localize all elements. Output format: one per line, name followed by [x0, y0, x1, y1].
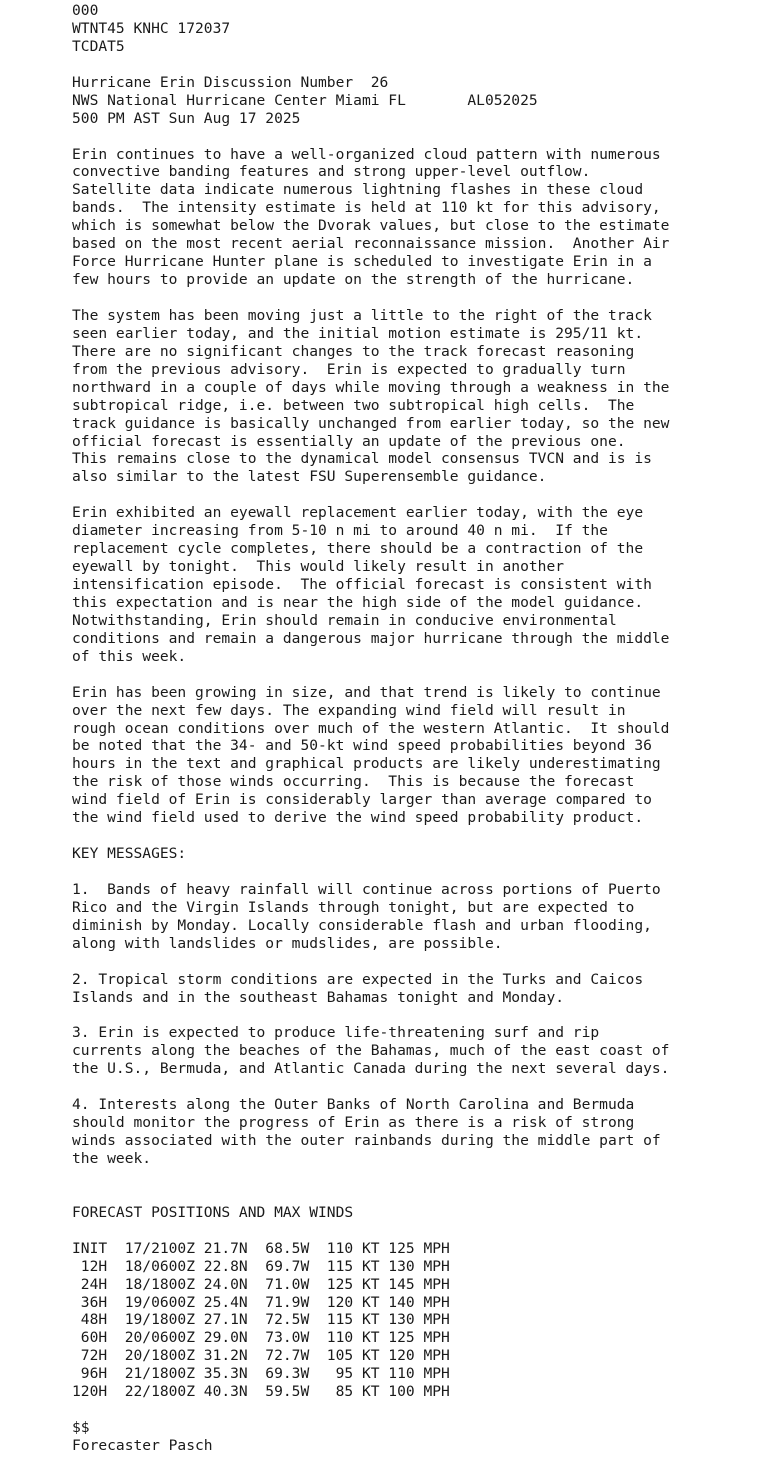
forecast-row: 48H 19/1800Z 27.1N 72.5W 115 KT 130 MPH [72, 1311, 450, 1329]
text-line: replacement cycle completes, there should be a contraction of the [72, 540, 644, 558]
text-line: track guidance is basically unchanged from earlier today, so the new [72, 414, 670, 432]
spacer [72, 1401, 752, 1419]
text-line: wind field of Erin is considerably larger than average compared to [72, 791, 652, 809]
text-line: Satellite data indicate numerous lightning flashes in these cloud [72, 181, 644, 199]
text-line: official forecast is essentially an update of the previous one. [72, 432, 626, 450]
awips-sequence: 000 [72, 2, 99, 19]
text-line: rough ocean conditions over much of the western Atlantic. It should [72, 719, 670, 737]
text-line: bands. The intensity estimate is held at 110 kt for this advisory, [72, 199, 661, 217]
text-line: The system has been moving just a little to the right of the track [72, 306, 652, 324]
text-line: along with landslides or mudslides, are possible. [72, 934, 503, 952]
text-line: Force Hurricane Hunter plane is scheduled to investigate Erin in a [72, 253, 652, 271]
text-line: seen earlier today, and the initial motion estimate is 295/11 kt. [72, 324, 644, 342]
text-line: Erin has been growing in size, and that trend is likely to continue [72, 683, 661, 701]
forecast-row: 96H 21/1800Z 35.3N 69.3W 95 KT 110 MPH [72, 1365, 450, 1383]
spacer [72, 486, 752, 504]
text-line: Erin continues to have a well-organized cloud pattern with numerous [72, 145, 661, 163]
forecast-row: 72H 20/1800Z 31.2N 72.7W 105 KT 120 MPH [72, 1347, 450, 1365]
text-line: also similar to the latest FSU Superensemble guidance. [72, 468, 547, 486]
text-line: be noted that the 34- and 50-kt wind speed probabilities beyond 36 [72, 737, 652, 755]
forecast-row: 60H 20/0600Z 29.0N 73.0W 110 KT 125 MPH [72, 1329, 450, 1347]
text-line: over the next few days. The expanding wind field will result in [72, 701, 626, 719]
office-line: NWS National Hurricane Center Miami FL AL052025 [72, 91, 538, 109]
key-message-2 [72, 971, 752, 1007]
text-line: should monitor the progress of Erin as there is a risk of strong [72, 1114, 635, 1132]
text-line: convective banding features and strong upper-level outflow. [72, 163, 591, 181]
forecast-row: 36H 19/0600Z 25.4N 71.9W 120 KT 140 MPH [72, 1293, 450, 1311]
forecast-row: INIT 17/2100Z 21.7N 68.5W 110 KT 125 MPH [72, 1239, 450, 1257]
text-line: eyewall by tonight. This would likely result in another [72, 558, 565, 576]
text-line: few hours to provide an update on the strength of the hurricane. [72, 271, 635, 289]
text-line: There are no significant changes to the track forecast reasoning [72, 342, 635, 360]
text-line: the wind field used to derive the wind speed probability product. [72, 809, 644, 827]
text-line: northward in a couple of days while moving through a weakness in the [72, 378, 670, 396]
spacer [72, 128, 752, 146]
text-line: this expectation and is near the high side of the model guidance. [72, 593, 644, 611]
text-line: 4. Interests along the Outer Banks of North Carolina and Bermuda [72, 1096, 635, 1114]
text-line: conditions and remain a dangerous major hurricane through the middle [72, 629, 670, 647]
spacer [72, 1168, 752, 1186]
forecast-table [72, 1240, 752, 1401]
spacer [72, 863, 752, 881]
spacer [72, 666, 752, 684]
text-line: Notwithstanding, Erin should remain in conducive environmental [72, 611, 617, 629]
text-line: which is somewhat below the Dvorak values, but close to the estimate [72, 217, 670, 235]
text-line: of this week. [72, 647, 187, 665]
issue-time: 500 PM AST Sun Aug 17 2025 [72, 109, 301, 127]
forecast-heading: FORECAST POSITIONS AND MAX WINDS [72, 1203, 354, 1221]
text-line: 3. Erin is expected to produce life-threatening surf and rip [72, 1024, 600, 1042]
end-marker: $$ [72, 1419, 90, 1437]
spacer [72, 1078, 752, 1096]
text-line: This remains close to the dynamical model consensus TVCN and is is [72, 450, 652, 468]
text-line: the week. [72, 1150, 152, 1167]
spacer [72, 1007, 752, 1025]
paragraph-intensity [72, 146, 752, 290]
text-line: based on the most recent aerial reconnaissance mission. Another Air [72, 235, 670, 253]
text-line: the risk of those winds occurring. This is because the forecast [72, 773, 635, 791]
text-line: intensification episode. The official forecast is consistent with [72, 576, 652, 593]
product-pil: TCDAT5 [72, 37, 125, 55]
text-line: Rico and the Virgin Islands through tonight, but are expected to [72, 898, 635, 916]
text-line: diameter increasing from 5-10 n mi to around 40 n mi. If the [72, 522, 608, 540]
key-message-1 [72, 881, 752, 953]
forecast-row: 24H 18/1800Z 24.0N 71.0W 125 KT 145 MPH [72, 1275, 450, 1293]
paragraph-track [72, 307, 752, 486]
spacer [72, 1222, 752, 1240]
text-line: 2. Tropical storm conditions are expected in the Turks and Caicos [72, 970, 644, 988]
text-line: subtropical ridge, i.e. between two subtropical high cells. The [72, 396, 635, 414]
text-line: Islands and in the southeast Bahamas tonight and Monday. [72, 988, 565, 1006]
spacer [72, 289, 752, 307]
paragraph-eyewall [72, 504, 752, 665]
text-line: diminish by Monday. Locally considerable flash and urban flooding, [72, 916, 652, 934]
forecaster-signature: Forecaster Pasch [72, 1437, 213, 1454]
text-line: Erin exhibited an eyewall replacement earlier today, with the eye [72, 504, 644, 522]
forecast-row: 12H 18/0600Z 22.8N 69.7W 115 KT 130 MPH [72, 1257, 450, 1275]
spacer [72, 56, 752, 74]
text-line: hours in the text and graphical products are likely underestimating [72, 755, 661, 773]
discussion-title: Hurricane Erin Discussion Number 26 [72, 73, 389, 91]
key-messages-heading: KEY MESSAGES: [72, 845, 187, 863]
text-line: 1. Bands of heavy rainfall will continue across portions of Puerto [72, 880, 661, 898]
spacer [72, 827, 752, 845]
key-message-3 [72, 1024, 752, 1078]
key-message-4 [72, 1096, 752, 1168]
wmo-header: WTNT45 KNHC 172037 [72, 19, 231, 37]
spacer [72, 953, 752, 971]
forecast-row: 120H 22/1800Z 40.3N 59.5W 85 KT 100 MPH [72, 1383, 450, 1401]
paragraph-size [72, 684, 752, 828]
product-header [72, 2, 752, 56]
text-line: from the previous advisory. Erin is expected to gradually turn [72, 360, 626, 378]
text-line: winds associated with the outer rainbands during the middle part of [72, 1132, 661, 1150]
title-block [72, 74, 752, 128]
text-line: the U.S., Bermuda, and Atlantic Canada during the next several days. [72, 1060, 670, 1078]
discussion-document [72, 2, 752, 1455]
text-line: currents along the beaches of the Bahamas, much of the east coast of [72, 1042, 670, 1060]
spacer [72, 1186, 752, 1204]
